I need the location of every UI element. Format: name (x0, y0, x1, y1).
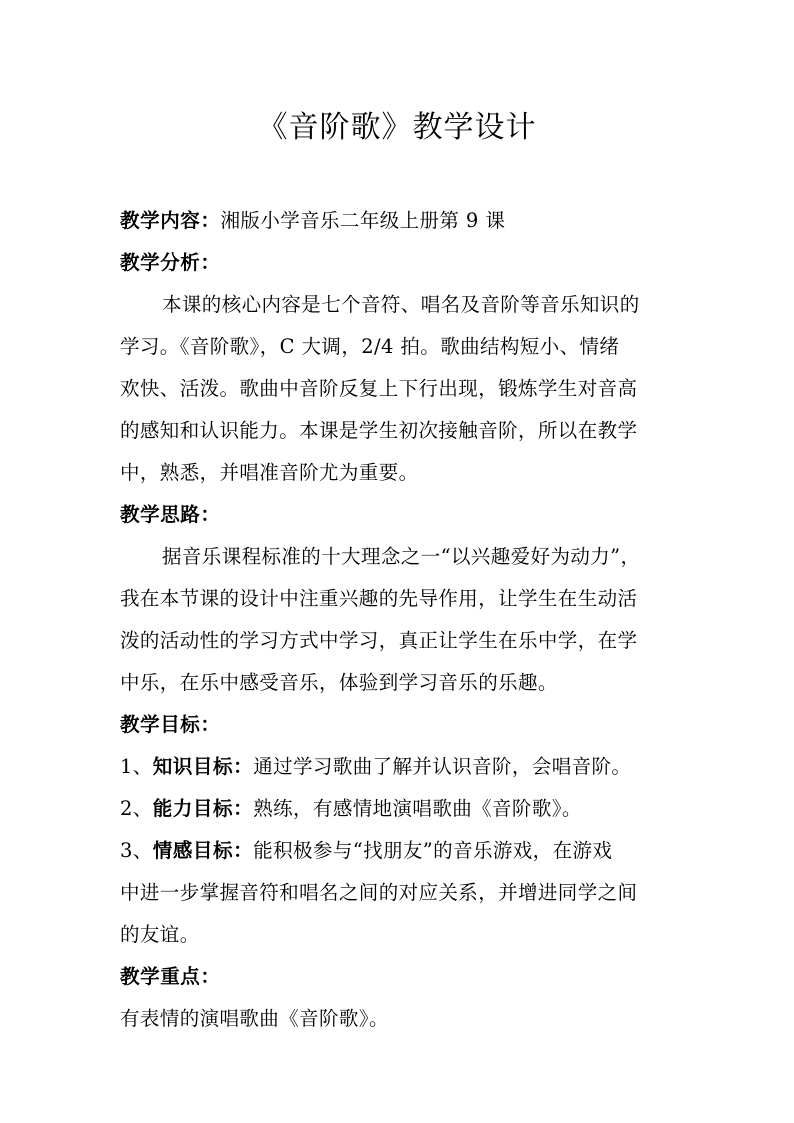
goal-continuation-line: 的友谊。 (120, 923, 200, 946)
goal-continuation-line: 中进一步掌握音符和唱名之间的对应关系，并增进同学之间 (120, 881, 638, 904)
analysis-paragraph-line: 欢快、活泼。歌曲中音阶反复上下行出现，锻炼学生对音高 (120, 377, 638, 400)
teaching-content-label: 教学内容： (120, 209, 221, 232)
analysis-paragraph-line: 中，熟悉，并唱准音阶尤为重要。 (120, 461, 419, 484)
teaching-focus-heading: 教学重点： (120, 965, 221, 988)
goal-text: 熟练，有感情地演唱歌曲《音阶歌》。 (253, 797, 582, 820)
document-title: 《音阶歌》教学设计 (257, 110, 537, 145)
approach-paragraph-line: 据音乐课程标准的十大理念之一“以兴趣爱好为动力”， (162, 545, 641, 568)
goal-item (120, 794, 680, 824)
approach-paragraph-line: 中乐，在乐中感受音乐，体验到学习音乐的乐趣。 (120, 671, 558, 694)
goal-number: 3、 (120, 839, 153, 862)
analysis-paragraph-line: 本课的核心内容是七个音符、唱名及音阶等音乐知识的 (162, 293, 640, 316)
teaching-approach-heading: 教学思路： (120, 503, 221, 526)
approach-paragraph-line: 泼的活动性的学习方式中学习，真正让学生在乐中学，在学 (120, 629, 638, 652)
teaching-content-text: 湘版小学音乐二年级上册第 9 课 (220, 209, 506, 232)
goal-text: 通过学习歌曲了解并认识音阶，会唱音阶。 (253, 755, 632, 778)
goal-label: 知识目标： (152, 755, 254, 778)
teaching-focus-text: 有表情的演唱歌曲《音阶歌》。 (120, 1007, 389, 1030)
goal-item (120, 752, 680, 782)
goal-label: 能力目标： (152, 797, 254, 820)
teaching-content-line (120, 206, 680, 236)
goal-number: 2、 (120, 797, 153, 820)
teaching-analysis-heading: 教学分析： (120, 251, 221, 274)
analysis-paragraph-line: 的感知和认识能力。本课是学生初次接触音阶，所以在教学 (120, 419, 638, 442)
teaching-goals-heading: 教学目标： (120, 713, 221, 736)
goal-item (120, 836, 680, 866)
goal-text: 能积极参与“找朋友”的音乐游戏，在游戏 (253, 839, 613, 862)
goal-label: 情感目标： (152, 839, 254, 862)
goal-number: 1、 (120, 755, 153, 778)
approach-paragraph-line: 我在本节课的设计中注重兴趣的先导作用，让学生在生动活 (120, 587, 638, 610)
analysis-paragraph-line: 学习。《音阶歌》，C 大调，2/4 拍。歌曲结构短小、情绪 (120, 335, 620, 358)
